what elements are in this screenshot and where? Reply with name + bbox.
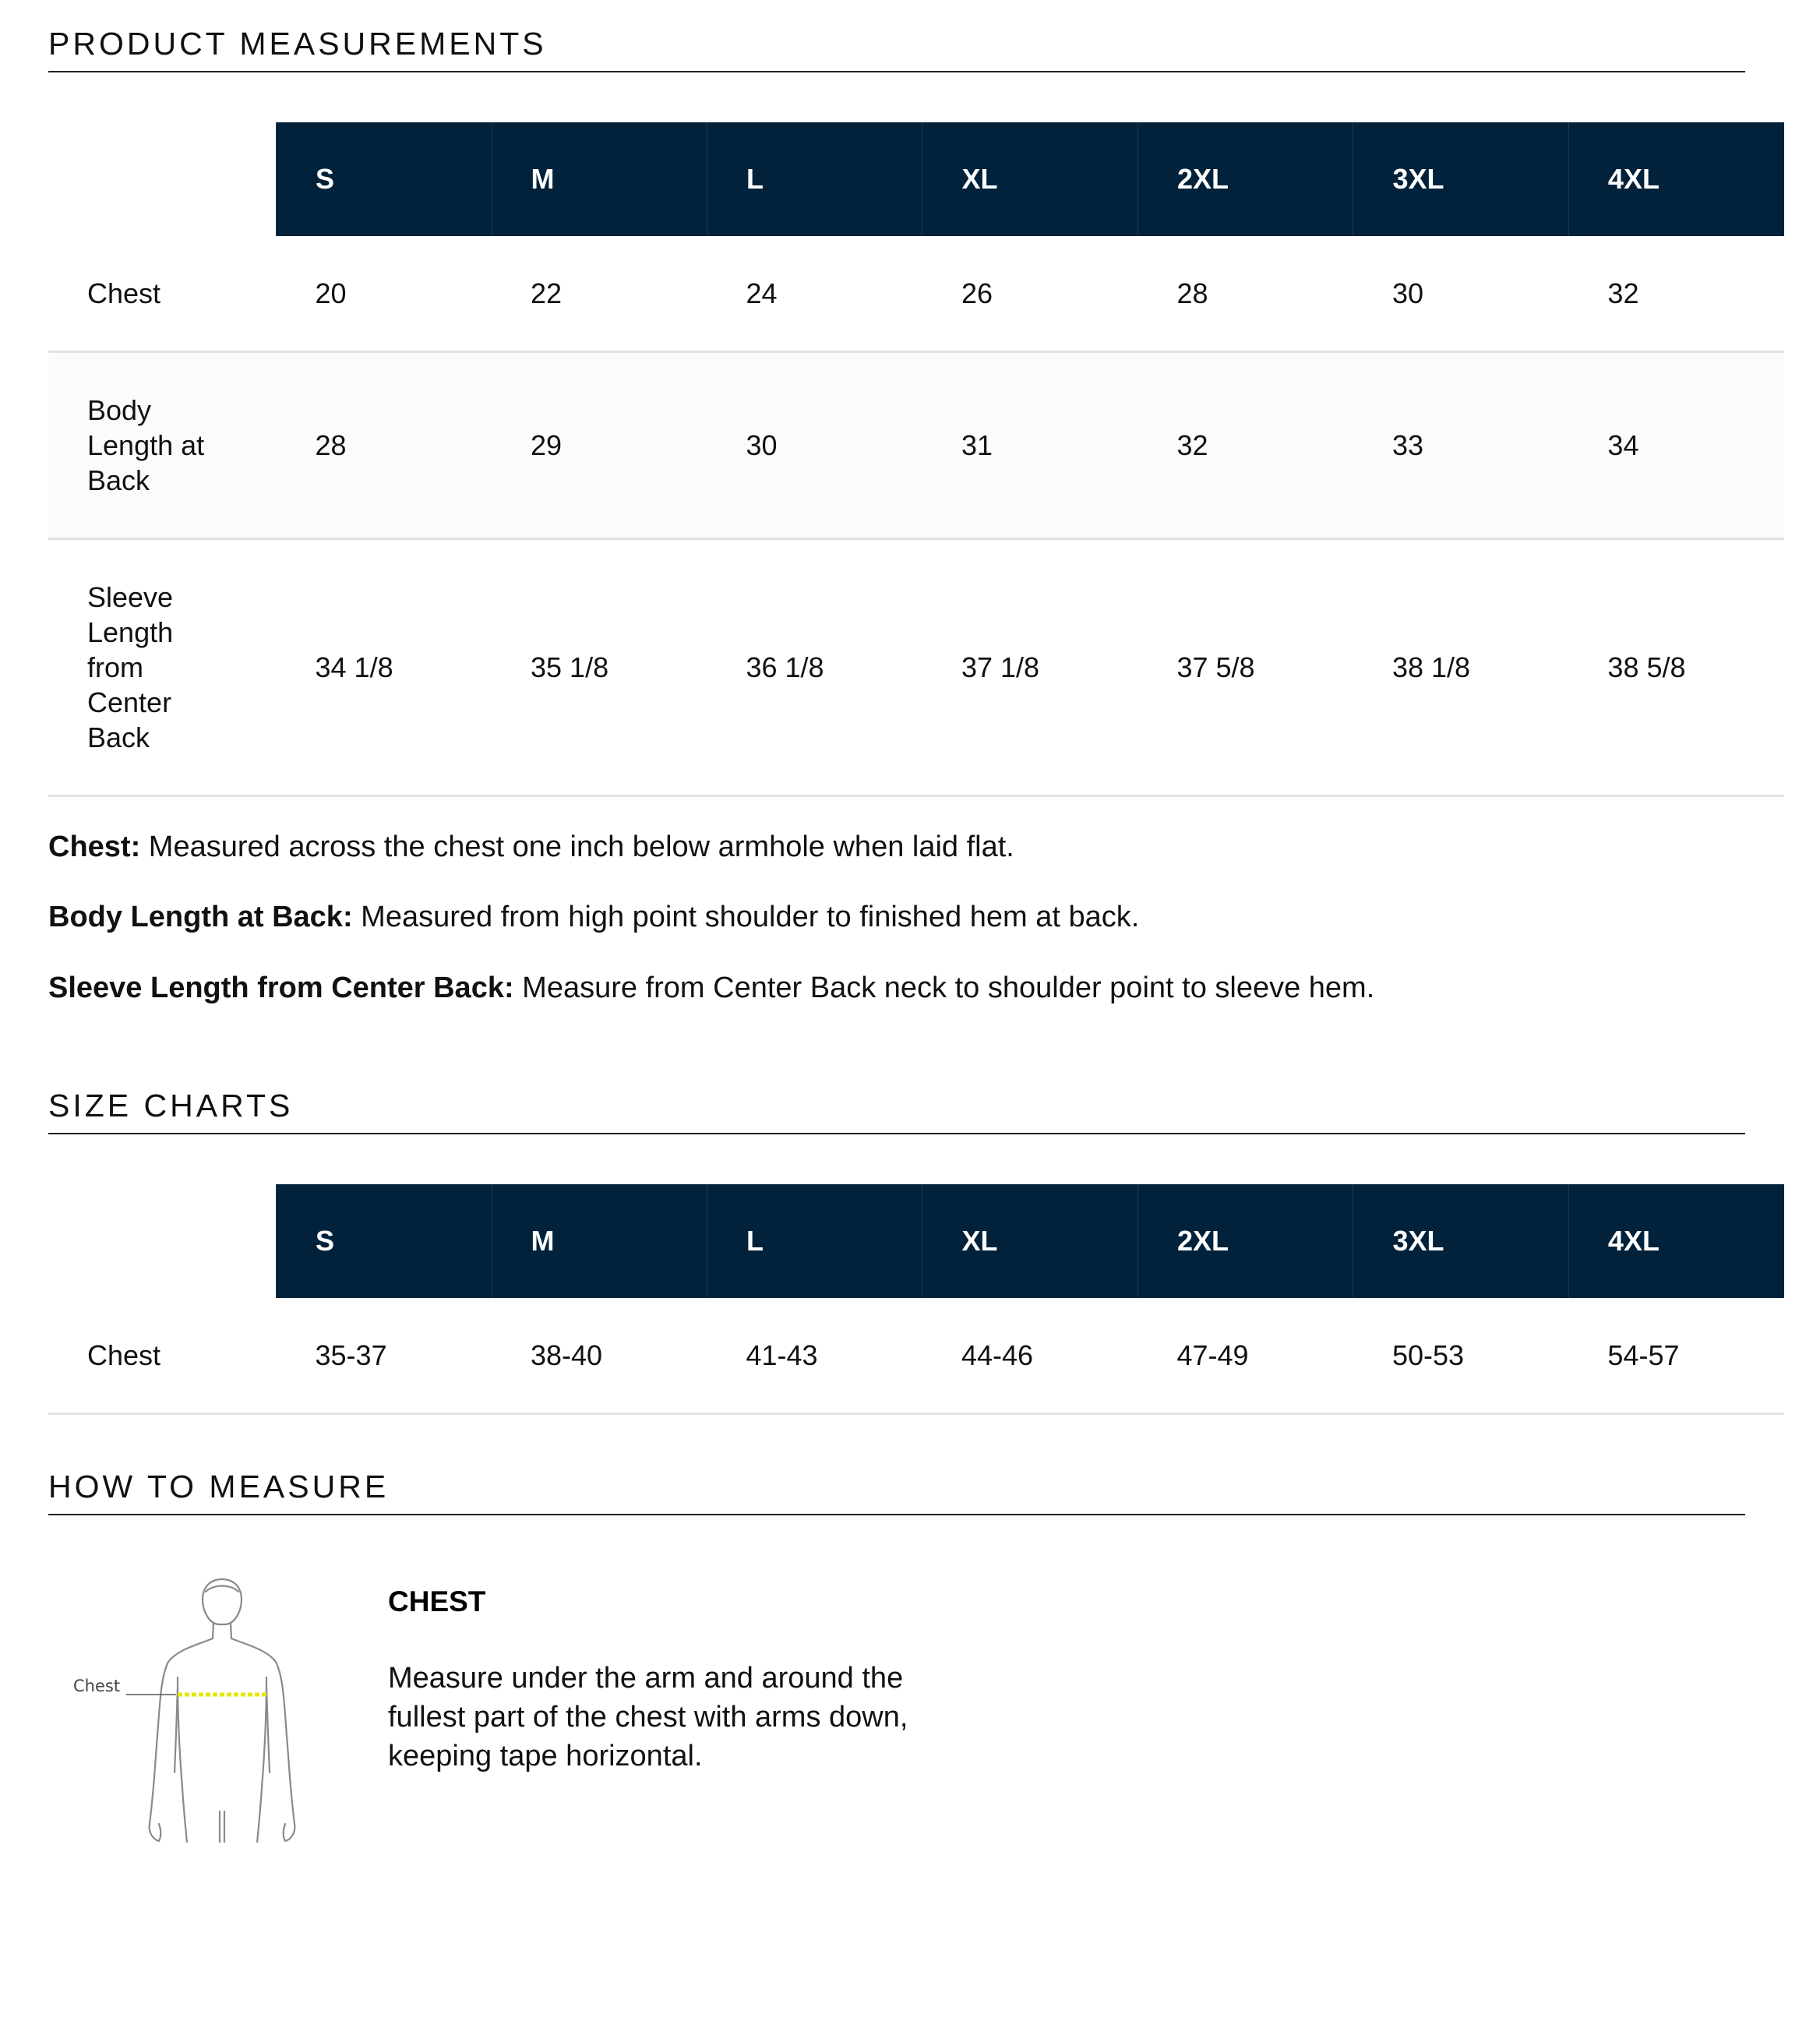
row-label: Body Length at Back bbox=[48, 351, 277, 538]
table-cell: 50-53 bbox=[1353, 1298, 1568, 1413]
product-measurements-table bbox=[48, 122, 1784, 797]
table-cell: 35 1/8 bbox=[492, 538, 707, 795]
header-blank-cell bbox=[48, 1184, 277, 1298]
body-outline-illustration bbox=[72, 1578, 329, 1843]
how-to-measure-heading: HOW TO MEASURE bbox=[48, 1471, 1745, 1515]
table-cell: 33 bbox=[1353, 351, 1568, 538]
size-header-m: M bbox=[492, 1184, 707, 1298]
table-cell: 35-37 bbox=[277, 1298, 492, 1413]
definition-term: Chest: bbox=[48, 830, 141, 863]
definition-text: Measure from Center Back neck to shoulder point to sleeve hem. bbox=[513, 971, 1375, 1004]
size-header-4xl: 4XL bbox=[1568, 122, 1784, 236]
table-header-row bbox=[48, 1184, 1784, 1298]
table-cell: 54-57 bbox=[1568, 1298, 1784, 1413]
size-charts-table bbox=[48, 1184, 1784, 1415]
table-cell: 32 bbox=[1568, 236, 1784, 351]
definition-term: Body Length at Back: bbox=[48, 901, 353, 934]
table-cell: 22 bbox=[492, 236, 707, 351]
table-row-sleeve-length bbox=[48, 538, 1784, 795]
table-cell: 31 bbox=[922, 351, 1138, 538]
table-cell: 30 bbox=[707, 351, 922, 538]
table-cell: 30 bbox=[1353, 236, 1568, 351]
size-header-2xl: 2XL bbox=[1138, 122, 1353, 236]
definition-chest bbox=[48, 830, 1820, 866]
table-cell: 47-49 bbox=[1138, 1298, 1353, 1413]
table-row-chest bbox=[48, 1298, 1784, 1413]
size-header-xl: XL bbox=[922, 1184, 1138, 1298]
how-to-measure-section bbox=[48, 1578, 1820, 1905]
size-header-2xl: 2XL bbox=[1138, 1184, 1353, 1298]
measure-body: Measure under the arm and around the fullest part of the chest with arms down, keeping tape horizontal. bbox=[388, 1661, 908, 1772]
definition-sleeve-length bbox=[48, 971, 1820, 1007]
table-cell: 37 1/8 bbox=[922, 538, 1138, 795]
header-blank-cell bbox=[48, 122, 277, 236]
row-label: Sleeve Length from Center Back bbox=[48, 538, 277, 795]
table-header-row bbox=[48, 122, 1784, 236]
size-header-xl: XL bbox=[922, 122, 1138, 236]
row-label: Chest bbox=[48, 1298, 277, 1413]
size-header-l: L bbox=[707, 1184, 922, 1298]
table-row-body-length bbox=[48, 351, 1784, 538]
chest-figure-label: Chest bbox=[73, 1676, 121, 1695]
table-cell: 38-40 bbox=[492, 1298, 707, 1413]
table-cell: 29 bbox=[492, 351, 707, 538]
size-header-m: M bbox=[492, 122, 707, 236]
table-cell: 37 5/8 bbox=[1138, 538, 1353, 795]
table-cell: 41-43 bbox=[707, 1298, 922, 1413]
table-cell: 44-46 bbox=[922, 1298, 1138, 1413]
definition-text: Measured from high point shoulder to finished hem at back. bbox=[352, 901, 1140, 934]
chest-instructions bbox=[388, 1585, 918, 1776]
size-header-3xl: 3XL bbox=[1353, 1184, 1568, 1298]
definition-body-length bbox=[48, 900, 1820, 936]
table-cell: 38 1/8 bbox=[1353, 538, 1568, 795]
measurement-definitions bbox=[48, 830, 1820, 1007]
size-header-3xl: 3XL bbox=[1353, 122, 1568, 236]
table-cell: 28 bbox=[277, 351, 492, 538]
size-header-s: S bbox=[277, 122, 492, 236]
table-cell: 32 bbox=[1138, 351, 1353, 538]
product-measurements-heading: PRODUCT MEASUREMENTS bbox=[48, 28, 1745, 72]
size-header-4xl: 4XL bbox=[1568, 1184, 1784, 1298]
table-cell: 34 bbox=[1568, 351, 1784, 538]
table-cell: 26 bbox=[922, 236, 1138, 351]
table-cell: 28 bbox=[1138, 236, 1353, 351]
table-cell: 36 1/8 bbox=[707, 538, 922, 795]
table-cell: 20 bbox=[277, 236, 492, 351]
row-label: Chest bbox=[48, 236, 277, 351]
measure-title: CHEST bbox=[388, 1585, 486, 1617]
definition-text: Measured across the chest one inch below armhole when laid flat. bbox=[140, 830, 1014, 863]
table-cell: 34 1/8 bbox=[277, 538, 492, 795]
table-cell: 38 5/8 bbox=[1568, 538, 1784, 795]
table-row-chest bbox=[48, 236, 1784, 351]
size-guide-page bbox=[0, 28, 1820, 2021]
size-header-l: L bbox=[707, 122, 922, 236]
size-header-s: S bbox=[277, 1184, 492, 1298]
size-charts-heading: SIZE CHARTS bbox=[48, 1090, 1745, 1134]
definition-term: Sleeve Length from Center Back: bbox=[48, 971, 514, 1004]
table-cell: 24 bbox=[707, 236, 922, 351]
